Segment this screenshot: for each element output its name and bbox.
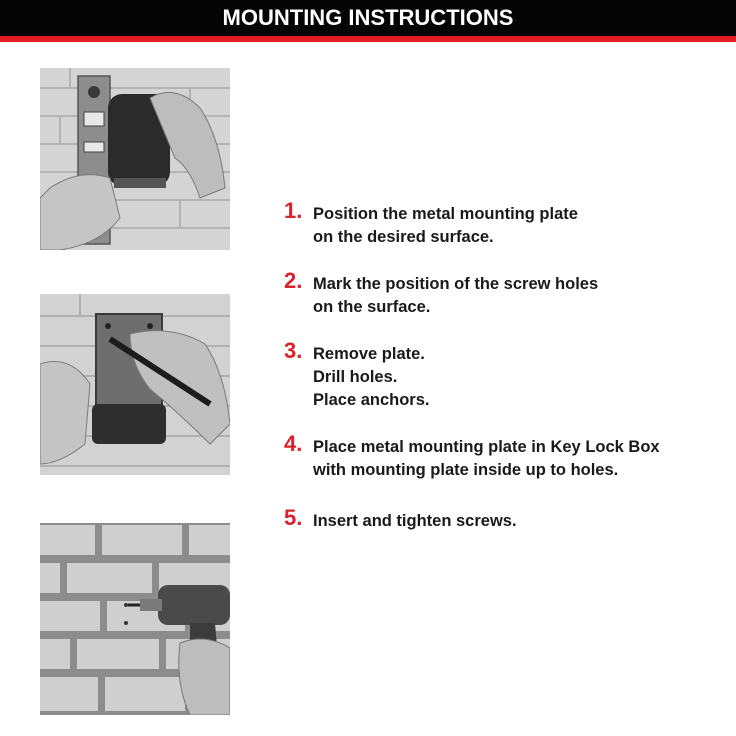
page-title: MOUNTING INSTRUCTIONS bbox=[222, 5, 514, 30]
step-line: Mark the position of the screw holes bbox=[313, 275, 599, 293]
step-line: Place anchors. bbox=[313, 391, 430, 409]
step-text bbox=[313, 510, 517, 533]
step-text bbox=[313, 273, 598, 319]
step-number: 4. bbox=[284, 431, 303, 456]
header-bar bbox=[0, 0, 736, 42]
step-text bbox=[313, 203, 578, 249]
photo-drill-holes bbox=[40, 523, 230, 715]
step-line: Remove plate. bbox=[313, 345, 425, 363]
step-number: 3. bbox=[284, 338, 303, 363]
drilling-holes-in-brick-wall-icon bbox=[40, 523, 230, 715]
step-line: on the surface. bbox=[313, 298, 431, 316]
step-text bbox=[313, 343, 429, 412]
step-line: Position the metal mounting plate bbox=[313, 205, 578, 223]
hand-marking-screw-holes-with-pencil-icon bbox=[40, 294, 230, 475]
step-number: 5. bbox=[284, 505, 303, 530]
step-line: Drill holes. bbox=[313, 368, 398, 386]
step-text bbox=[313, 436, 660, 482]
step-line: with mounting plate inside up to holes. bbox=[313, 461, 619, 479]
step-line: on the desired surface. bbox=[313, 228, 494, 246]
hands-holding-key-lock-box-with-level-icon bbox=[40, 68, 230, 250]
step-line: Insert and tighten screws. bbox=[313, 512, 517, 530]
photo-position-plate bbox=[40, 68, 230, 250]
step-number: 1. bbox=[284, 198, 303, 223]
step-line: Place metal mounting plate in Key Lock Box bbox=[313, 438, 660, 456]
step-number: 2. bbox=[284, 268, 303, 293]
photo-mark-holes bbox=[40, 294, 230, 475]
